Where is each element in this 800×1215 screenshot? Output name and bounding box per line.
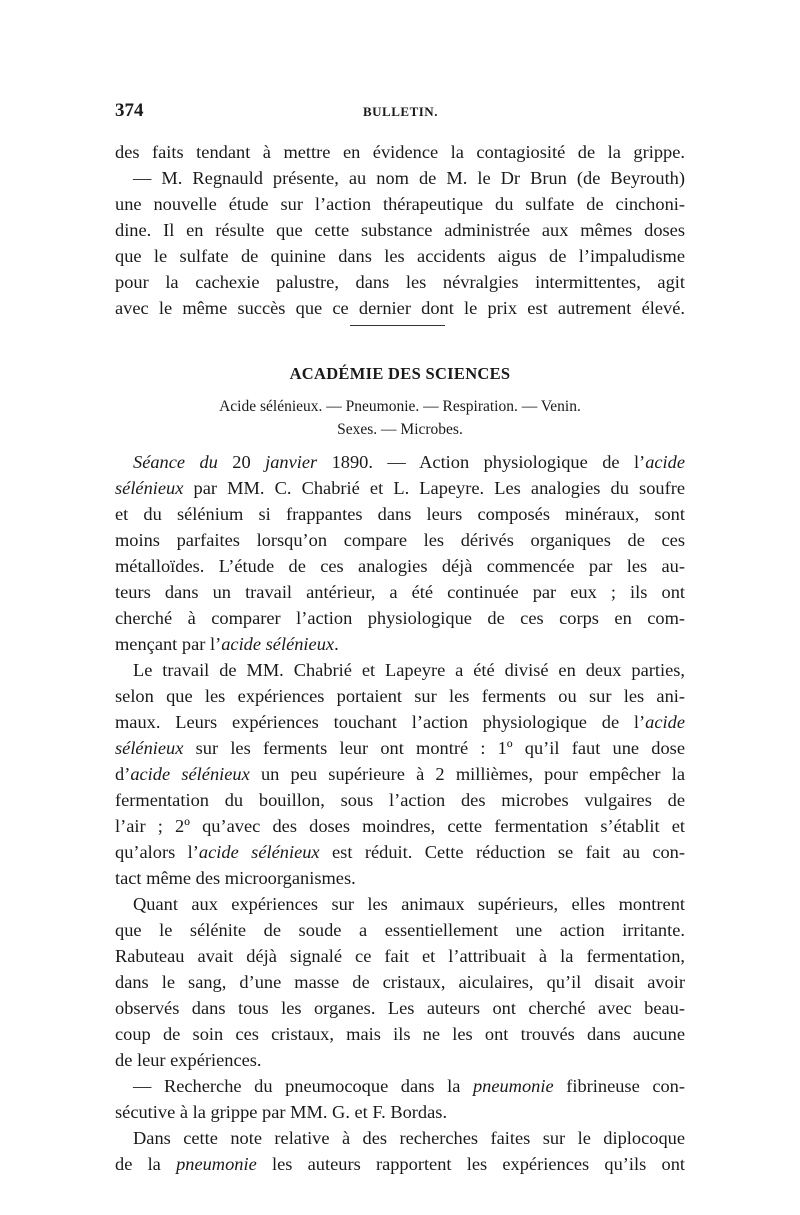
text-line: fermentation du bouillon, sous l’action des microbes vulgaires de — [115, 790, 685, 810]
text-line: tact même des microorganismes. — [115, 868, 356, 888]
text-line: avec le même succès que ce dernier dont le prix est autrement élevé. — [115, 298, 685, 318]
text-line — [115, 735, 685, 761]
text-line: de leur expériences. — [115, 1050, 262, 1070]
text-span: 20 — [217, 452, 266, 472]
text-line — [115, 449, 685, 475]
text-line — [115, 1151, 685, 1177]
text-span: par MM. C. Chabrié et L. Lapeyre. Les analogies du soufre — [183, 478, 685, 498]
text-line: que le sélénite de soude a essentiellement une action irritante. — [115, 920, 685, 940]
text-line — [115, 709, 685, 735]
text-line: selon que les expériences portaient sur les ferments ou sur les ani- — [115, 686, 685, 706]
text-line: Le travail de MM. Chabrié et Lapeyre a été divisé en deux parties, — [133, 660, 685, 680]
text-span: de la — [115, 1154, 177, 1174]
italic-text: acide — [645, 712, 685, 732]
section-summary-line: Acide sélénieux. — Pneumonie. — Respiration. — Venin. — [219, 398, 581, 415]
text-line: Dans cette note relative à des recherches faites sur le diplocoque — [133, 1128, 685, 1148]
text-line: Rabuteau avait déjà signalé ce fait et l’attribuait à la fermentation, — [115, 946, 685, 966]
text-line — [115, 1073, 685, 1099]
text-line: moins parfaites lorsqu’on compare les dérivés organiques de ces — [115, 530, 685, 550]
text-span: mençant par l’ — [115, 634, 222, 654]
text-span: fibrineuse con- — [553, 1076, 685, 1096]
text-line: coup de soin ces cristaux, mais ils ne les ont trouvés dans aucune — [115, 1024, 685, 1044]
text-span: qu’alors l’ — [115, 842, 199, 862]
text-line — [115, 631, 685, 657]
section-divider — [350, 325, 445, 326]
italic-text: acide — [645, 452, 686, 472]
section-title: ACADÉMIE DES SCIENCES — [289, 364, 511, 383]
text-line — [115, 761, 685, 787]
italic-text: pneumonie — [176, 1154, 257, 1174]
text-line: des faits tendant à mettre en évidence la contagiosité de la grippe. — [115, 142, 685, 162]
text-span: . — [334, 634, 339, 654]
italic-text: sélénieux — [115, 738, 184, 758]
text-line: observés dans tous les organes. Les auteurs ont cherché avec beau- — [115, 998, 685, 1018]
text-line: cherché à comparer l’action physiologique de ces corps en com- — [115, 608, 685, 628]
italic-text: acide sélénieux — [130, 764, 250, 784]
text-line: l’air ; 2º qu’avec des doses moindres, cette fermentation s’établit et — [115, 816, 685, 836]
text-span: 1890. — Action physiologique de l’ — [317, 452, 646, 472]
text-line — [115, 475, 685, 501]
text-line: une nouvelle étude sur l’action thérapeutique du sulfate de cinchoni- — [115, 194, 685, 214]
text-line: que le sulfate de quinine dans les accidents aigus de l’impaludisme — [115, 246, 685, 266]
text-line: Quant aux expériences sur les animaux supérieurs, elles montrent — [133, 894, 685, 914]
text-span: les auteurs rapportent les expériences qu’ils ont — [256, 1154, 685, 1174]
italic-text: janvier — [265, 452, 318, 472]
text-span: d’ — [115, 764, 131, 784]
text-span: est réduit. Cette réduction se fait au con- — [319, 842, 685, 862]
text-span: sur les ferments leur ont montré : 1º qu’il faut une dose — [183, 738, 685, 758]
text-line: dine. Il en résulte que cette substance administrée aux mêmes doses — [115, 220, 685, 240]
section-summary-line: Sexes. — Microbes. — [337, 421, 463, 438]
text-line: pour la cachexie palustre, dans les névralgies intermittentes, agit — [115, 272, 685, 292]
running-head: BULLETIN. — [363, 104, 438, 119]
text-line: métalloïdes. L’étude de ces analogies déjà commencée par les au- — [115, 556, 685, 576]
text-span: — Recherche du pneumocoque dans la — [133, 1076, 473, 1096]
text-span: maux. Leurs expériences touchant l’action physiologique de l’ — [115, 712, 646, 732]
body-text — [115, 449, 685, 1177]
text-line: — M. Regnauld présente, au nom de M. le Dr Brun (de Beyrouth) — [133, 168, 685, 188]
italic-text: Séance du — [133, 452, 218, 472]
page-header — [115, 100, 685, 128]
italic-text: acide sélénieux — [221, 634, 335, 654]
text-line: teurs dans un travail antérieur, a été continuée par eux ; ils ont — [115, 582, 685, 602]
italic-text: sélénieux — [115, 478, 184, 498]
intro-paragraph — [115, 139, 685, 321]
text-line — [115, 839, 685, 865]
text-span: un peu supérieure à 2 millièmes, pour empêcher la — [249, 764, 685, 784]
page-number: 374 — [115, 100, 144, 121]
italic-text: acide sélénieux — [198, 842, 320, 862]
text-line: et du sélénium si frappantes dans leurs composés minéraux, sont — [115, 504, 685, 524]
text-line: sécutive à la grippe par MM. G. et F. Bordas. — [115, 1102, 448, 1122]
italic-text: pneumonie — [472, 1076, 554, 1096]
text-line: dans le sang, d’une masse de cristaux, aiculaires, qu’il disait avoir — [115, 972, 685, 992]
